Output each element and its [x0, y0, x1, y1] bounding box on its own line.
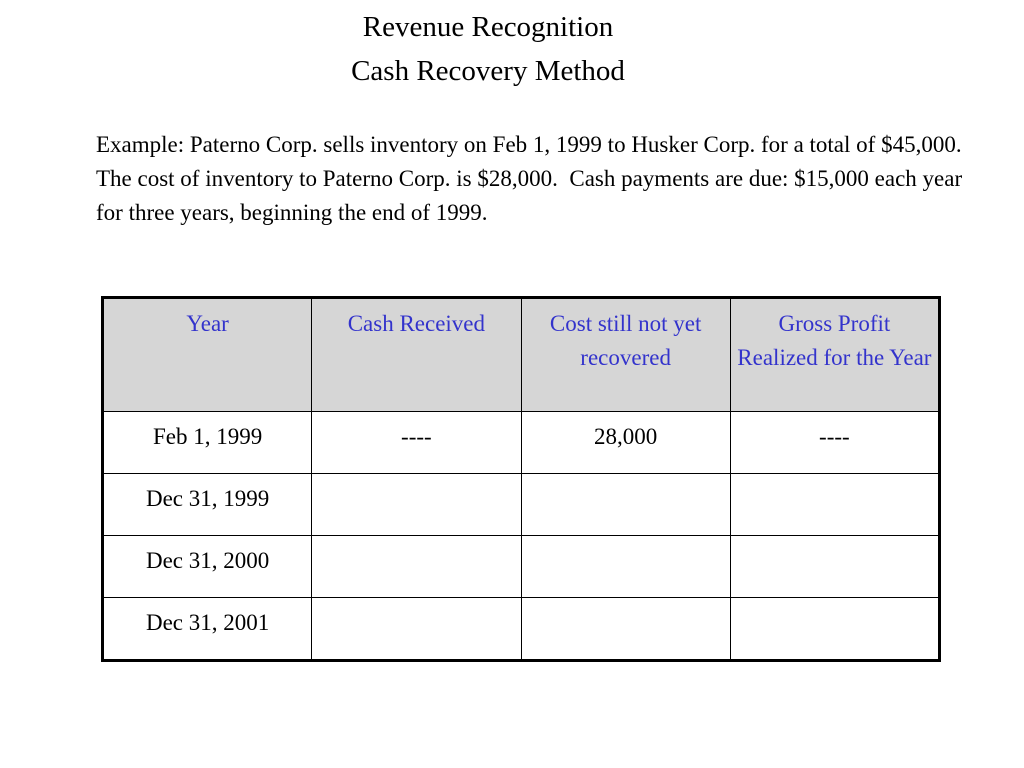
- cell-year: Dec 31, 2000: [103, 536, 312, 598]
- cell-cash-received: ----: [312, 412, 521, 474]
- table-header-row: [103, 298, 940, 412]
- cell-year: Feb 1, 1999: [103, 412, 312, 474]
- cell-cost-not-recovered: 28,000: [521, 412, 730, 474]
- cell-cash-received: [312, 536, 521, 598]
- cell-cost-not-recovered: [521, 474, 730, 536]
- title-line-2: Cash Recovery Method: [351, 55, 625, 87]
- table-row: [103, 474, 940, 536]
- header-cash-received: Cash Received: [312, 298, 521, 412]
- table-row: [103, 536, 940, 598]
- cell-cash-received: [312, 598, 521, 661]
- header-year: Year: [103, 298, 312, 412]
- title-line-1: Revenue Recognition: [362, 11, 614, 43]
- example-paragraph: Example: Paterno Corp. sells inventory on Feb 1, 1999 to Husker Corp. for a total of $45,000. The cost of inventory to Paterno Corp. is $28,000. Cash payments are due: $15,000 each year for three years, beginning the end of 1999.: [96, 132, 973, 225]
- slide-title: [0, 5, 976, 93]
- cell-gross-profit: [730, 474, 939, 536]
- cash-recovery-table: [101, 296, 941, 662]
- cell-year: Dec 31, 1999: [103, 474, 312, 536]
- header-gross-profit-realized: Gross Profit Realized for the Year: [730, 298, 939, 412]
- header-cost-not-recovered: Cost still not yet recovered: [521, 298, 730, 412]
- table-row: [103, 598, 940, 661]
- cell-cash-received: [312, 474, 521, 536]
- cell-gross-profit: [730, 536, 939, 598]
- cell-cost-not-recovered: [521, 598, 730, 661]
- table-row: [103, 412, 940, 474]
- cell-cost-not-recovered: [521, 536, 730, 598]
- cell-gross-profit: [730, 598, 939, 661]
- cell-year: Dec 31, 2001: [103, 598, 312, 661]
- cell-gross-profit: ----: [730, 412, 939, 474]
